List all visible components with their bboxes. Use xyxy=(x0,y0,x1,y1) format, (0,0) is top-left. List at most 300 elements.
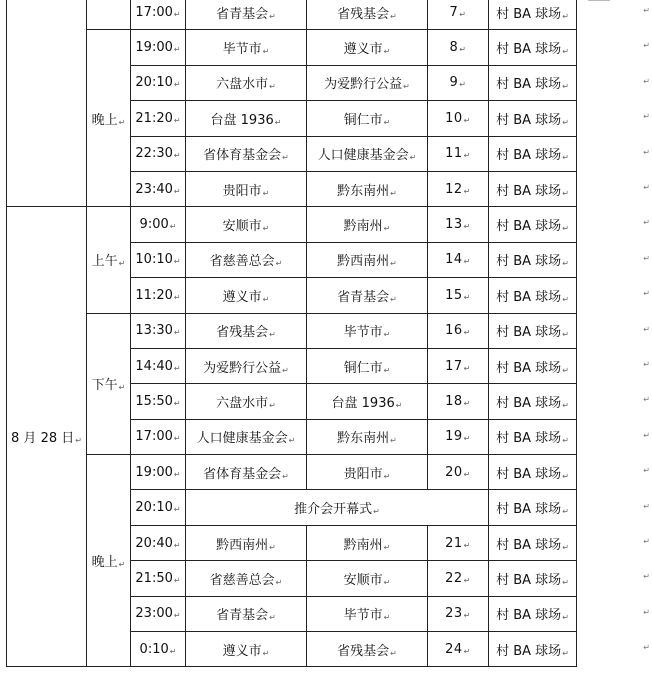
team-b-cell-text: 黔南州 xyxy=(343,537,383,553)
venue-cell xyxy=(489,278,577,313)
paragraph-mark-icon: ↵ xyxy=(463,434,471,444)
team-a-cell xyxy=(186,136,307,171)
row-end-mark-icon: ↵ xyxy=(643,466,650,476)
venue-cell xyxy=(489,0,577,30)
paragraph-mark-icon: ↵ xyxy=(118,383,126,393)
paragraph-mark-icon: ↵ xyxy=(383,224,391,234)
time-cell-text: 21:50 xyxy=(135,570,173,586)
paragraph-mark-icon: ↵ xyxy=(173,575,181,585)
row-end-mark-icon: ↵ xyxy=(643,607,650,617)
paragraph-mark-icon: ↵ xyxy=(463,328,471,338)
team-a-cell-text: 省青基会 xyxy=(216,608,269,624)
team-a-cell-text: 毕节市 xyxy=(222,42,262,58)
paragraph-mark-icon: ↵ xyxy=(395,400,403,410)
event-cell-text: 推介会开幕式 xyxy=(294,502,373,518)
match-number-cell xyxy=(428,348,489,383)
row-end-mark-icon: ↵ xyxy=(643,183,650,192)
paragraph-mark-icon: ↵ xyxy=(562,507,569,517)
match-number-cell-text: 14 xyxy=(445,252,463,268)
paragraph-mark-icon: ↵ xyxy=(403,82,410,92)
team-b-cell xyxy=(307,171,428,206)
table-row xyxy=(7,455,577,490)
team-a-cell-text: 六盘水市 xyxy=(216,395,269,411)
match-number-cell xyxy=(428,30,489,65)
paragraph-mark-icon: ↵ xyxy=(269,11,276,21)
time-cell xyxy=(131,313,186,348)
venue-cell xyxy=(489,207,577,242)
team-a-cell xyxy=(186,278,307,313)
team-a-cell xyxy=(186,242,307,277)
paragraph-mark-icon: ↵ xyxy=(463,257,471,267)
paragraph-mark-icon: ↵ xyxy=(173,540,181,550)
venue-cell xyxy=(489,313,577,348)
team-a-cell-text: 台盘 1936 xyxy=(210,112,274,128)
team-a-cell xyxy=(186,596,307,631)
venue-cell-text: 村 BA 球场 xyxy=(496,254,562,270)
time-cell-text: 17:00 xyxy=(135,429,173,445)
venue-cell-text: 村 BA 球场 xyxy=(496,148,562,164)
paragraph-mark-icon: ↵ xyxy=(262,188,270,198)
team-a-cell xyxy=(186,561,307,596)
row-end-mark-icon: ↵ xyxy=(643,112,650,122)
match-number-cell xyxy=(428,384,489,419)
team-b-cell-text: 黔南州 xyxy=(343,219,383,235)
paragraph-mark-icon: ↵ xyxy=(383,613,391,623)
paragraph-mark-icon: ↵ xyxy=(282,153,289,163)
period-cell-text: 上午 xyxy=(91,254,118,270)
paragraph-mark-icon: ↵ xyxy=(269,542,276,552)
paragraph-mark-icon: ↵ xyxy=(390,648,397,658)
venue-cell xyxy=(489,30,577,65)
match-number-cell xyxy=(428,561,489,596)
paragraph-mark-icon: ↵ xyxy=(173,328,181,338)
paragraph-mark-icon: ↵ xyxy=(269,330,276,340)
row-end-mark-icon: ↵ xyxy=(643,253,650,263)
paragraph-mark-icon: ↵ xyxy=(463,575,471,585)
paragraph-mark-icon: ↵ xyxy=(173,80,181,90)
venue-cell-text: 村 BA 球场 xyxy=(496,289,562,305)
venue-cell-text: 村 BA 球场 xyxy=(496,608,562,624)
time-cell xyxy=(131,101,186,136)
table-row xyxy=(7,207,577,242)
paragraph-mark-icon: ↵ xyxy=(463,398,471,408)
row-end-mark-icon: ↵ xyxy=(643,6,650,15)
row-end-mark-icon: ↵ xyxy=(643,218,650,228)
time-cell-text: 17:00 xyxy=(135,4,173,20)
period-cell xyxy=(87,313,131,455)
venue-cell-text: 村 BA 球场 xyxy=(496,360,562,376)
paragraph-mark-icon: ↵ xyxy=(262,648,270,658)
time-cell-text: 23:00 xyxy=(135,606,173,622)
venue-cell xyxy=(489,419,577,454)
time-cell-text: 11:20 xyxy=(135,287,173,303)
period-cell xyxy=(87,207,131,313)
venue-cell xyxy=(489,136,577,171)
row-end-mark-icon: ↵ xyxy=(643,537,650,546)
team-a-cell xyxy=(186,101,307,136)
venue-cell xyxy=(489,101,577,136)
team-a-cell-text: 遵义市 xyxy=(222,289,262,305)
venue-cell xyxy=(489,525,577,560)
time-cell xyxy=(131,384,186,419)
team-b-cell-text: 黔东南州 xyxy=(337,183,390,199)
team-b-cell-text: 黔东南州 xyxy=(337,431,390,447)
paragraph-mark-icon: ↵ xyxy=(169,222,177,232)
team-b-cell-text: 贵阳市 xyxy=(343,466,383,482)
row-end-mark-icon: ↵ xyxy=(643,147,650,157)
table-row xyxy=(7,313,577,348)
paragraph-mark-icon: ↵ xyxy=(173,469,181,479)
team-b-cell-text: 台盘 1936 xyxy=(331,395,395,411)
paragraph-mark-icon: ↵ xyxy=(269,400,276,410)
team-b-cell xyxy=(307,242,428,277)
team-b-cell-text: 毕节市 xyxy=(343,608,383,624)
venue-cell-text: 村 BA 球场 xyxy=(496,183,562,199)
time-cell-text: 20:40 xyxy=(135,535,173,551)
paragraph-mark-icon: ↵ xyxy=(562,577,569,587)
paragraph-mark-icon: ↵ xyxy=(173,363,181,373)
period-cell xyxy=(87,30,131,207)
team-b-cell-text: 省残基会 xyxy=(337,643,390,659)
match-number-cell xyxy=(428,0,489,30)
team-a-cell xyxy=(186,419,307,454)
team-a-cell-text: 人口健康基金会 xyxy=(196,431,288,447)
time-cell xyxy=(131,490,186,525)
paragraph-mark-icon: ↵ xyxy=(383,365,391,375)
paragraph-mark-icon: ↵ xyxy=(463,222,471,232)
team-a-cell xyxy=(186,171,307,206)
paragraph-mark-icon: ↵ xyxy=(173,611,181,621)
paragraph-mark-icon: ↵ xyxy=(459,9,467,19)
time-cell xyxy=(131,242,186,277)
team-b-cell xyxy=(307,348,428,383)
match-number-cell-text: 7 xyxy=(449,4,459,20)
paragraph-mark-icon: ↵ xyxy=(269,82,276,92)
venue-cell xyxy=(489,348,577,383)
venue-cell xyxy=(489,490,577,525)
team-b-cell xyxy=(307,0,428,30)
paragraph-mark-icon: ↵ xyxy=(562,47,569,57)
paragraph-mark-icon: ↵ xyxy=(262,294,270,304)
team-a-cell-text: 贵阳市 xyxy=(222,183,262,199)
paragraph-mark-icon: ↵ xyxy=(463,646,471,656)
paragraph-mark-icon: ↵ xyxy=(390,11,397,21)
venue-cell-text: 村 BA 球场 xyxy=(496,572,562,588)
team-b-cell-text: 黔西南州 xyxy=(337,254,390,270)
match-number-cell-text: 20 xyxy=(445,464,463,480)
team-b-cell-text: 铜仁市 xyxy=(343,360,383,376)
team-b-cell xyxy=(307,313,428,348)
time-cell xyxy=(131,30,186,65)
match-number-cell xyxy=(428,242,489,277)
paragraph-mark-icon: ↵ xyxy=(274,117,282,127)
paragraph-mark-icon: ↵ xyxy=(562,224,569,234)
time-cell xyxy=(131,0,186,30)
paragraph-mark-icon: ↵ xyxy=(383,330,391,340)
team-b-cell-text: 遵义市 xyxy=(343,42,383,58)
time-cell-text: 0:10 xyxy=(139,641,169,657)
paragraph-mark-icon: ↵ xyxy=(390,294,397,304)
row-end-mark-icon: ↵ xyxy=(643,360,650,369)
paragraph-mark-icon: ↵ xyxy=(562,613,569,623)
time-cell-text: 15:50 xyxy=(135,393,173,409)
venue-cell xyxy=(489,561,577,596)
venue-cell xyxy=(489,242,577,277)
team-a-cell xyxy=(186,30,307,65)
time-cell xyxy=(131,278,186,313)
paragraph-mark-icon: ↵ xyxy=(390,259,397,269)
match-number-cell xyxy=(428,101,489,136)
time-cell xyxy=(131,65,186,100)
paragraph-mark-icon: ↵ xyxy=(173,9,181,19)
paragraph-mark-icon: ↵ xyxy=(173,151,181,161)
venue-cell-text: 村 BA 球场 xyxy=(496,643,562,659)
paragraph-mark-icon: ↵ xyxy=(173,434,181,444)
team-a-cell-text: 安顺市 xyxy=(222,219,262,235)
period-cell-text: 下午 xyxy=(91,378,118,394)
team-a-cell xyxy=(186,65,307,100)
paragraph-mark-icon: ↵ xyxy=(383,542,391,552)
team-a-cell xyxy=(186,384,307,419)
time-cell-text: 10:10 xyxy=(135,252,173,268)
team-b-cell-text: 省青基会 xyxy=(337,289,390,305)
date-cell xyxy=(7,0,87,207)
venue-cell xyxy=(489,384,577,419)
paragraph-mark-icon: ↵ xyxy=(562,294,569,304)
row-end-mark-icon: ↵ xyxy=(643,643,650,653)
paragraph-mark-icon: ↵ xyxy=(262,47,270,57)
paragraph-mark-icon: ↵ xyxy=(463,151,471,161)
paragraph-mark-icon: ↵ xyxy=(173,292,181,302)
paragraph-mark-icon: ↵ xyxy=(562,153,569,163)
paragraph-mark-icon: ↵ xyxy=(173,398,181,408)
time-cell xyxy=(131,136,186,171)
team-b-cell-text: 人口健康基金会 xyxy=(317,148,409,164)
venue-cell-text: 村 BA 球场 xyxy=(496,537,562,553)
paragraph-mark-icon: ↵ xyxy=(118,259,126,269)
row-end-mark-icon: ↵ xyxy=(643,395,650,405)
period-cell xyxy=(87,0,131,30)
team-a-cell-text: 遵义市 xyxy=(222,643,262,659)
match-number-cell-text: 15 xyxy=(445,287,463,303)
paragraph-mark-icon: ↵ xyxy=(390,188,397,198)
match-number-cell-text: 9 xyxy=(449,75,459,91)
team-a-cell xyxy=(186,525,307,560)
time-cell xyxy=(131,632,186,667)
team-b-cell xyxy=(307,561,428,596)
venue-cell xyxy=(489,455,577,490)
paragraph-mark-icon: ↵ xyxy=(269,613,276,623)
time-cell-text: 20:10 xyxy=(135,500,173,516)
venue-cell-text: 村 BA 球场 xyxy=(496,395,562,411)
time-cell xyxy=(131,419,186,454)
match-number-cell-text: 21 xyxy=(445,535,463,551)
paragraph-mark-icon: ↵ xyxy=(118,560,126,570)
paragraph-mark-icon: ↵ xyxy=(463,292,471,302)
paragraph-mark-icon: ↵ xyxy=(562,400,569,410)
paragraph-mark-icon: ↵ xyxy=(562,117,569,127)
team-a-cell-text: 为爱黔行公益 xyxy=(203,360,282,376)
team-b-cell xyxy=(307,596,428,631)
paragraph-mark-icon: ↵ xyxy=(118,117,126,127)
match-number-cell xyxy=(428,65,489,100)
time-cell-text: 22:30 xyxy=(135,146,173,162)
match-number-cell-text: 24 xyxy=(445,641,463,657)
venue-cell-text: 村 BA 球场 xyxy=(496,502,562,518)
paragraph-mark-icon: ↵ xyxy=(463,611,471,621)
paragraph-mark-icon: ↵ xyxy=(262,224,270,234)
venue-cell-text: 村 BA 球场 xyxy=(496,325,562,341)
match-number-cell-text: 12 xyxy=(445,181,463,197)
match-number-cell-text: 8 xyxy=(449,40,459,56)
paragraph-mark-icon: ↵ xyxy=(173,257,181,267)
match-number-cell-text: 23 xyxy=(445,606,463,622)
row-end-mark-icon: ↵ xyxy=(643,289,650,299)
match-number-cell-text: 22 xyxy=(445,570,463,586)
team-b-cell-text: 铜仁市 xyxy=(343,112,383,128)
match-number-cell xyxy=(428,419,489,454)
team-b-cell xyxy=(307,278,428,313)
paragraph-mark-icon: ↵ xyxy=(383,47,391,57)
page-edge-mark xyxy=(588,0,610,1)
paragraph-mark-icon: ↵ xyxy=(383,471,391,481)
time-cell-text: 14:40 xyxy=(135,358,173,374)
match-number-cell-text: 19 xyxy=(445,429,463,445)
venue-cell-text: 村 BA 球场 xyxy=(496,431,562,447)
match-number-cell xyxy=(428,455,489,490)
match-number-cell-text: 11 xyxy=(445,146,463,162)
venue-cell-text: 村 BA 球场 xyxy=(496,219,562,235)
table-row xyxy=(7,0,577,30)
time-cell xyxy=(131,348,186,383)
paragraph-mark-icon: ↵ xyxy=(562,542,569,552)
paragraph-mark-icon: ↵ xyxy=(562,365,569,375)
venue-cell-text: 村 BA 球场 xyxy=(496,6,562,22)
match-number-cell-text: 17 xyxy=(445,358,463,374)
team-a-cell-text: 省慈善总会 xyxy=(209,254,275,270)
paragraph-mark-icon: ↵ xyxy=(173,45,181,55)
time-cell-text: 9:00 xyxy=(139,217,169,233)
time-cell xyxy=(131,525,186,560)
paragraph-mark-icon: ↵ xyxy=(390,436,397,446)
team-b-cell xyxy=(307,136,428,171)
paragraph-mark-icon: ↵ xyxy=(463,469,471,479)
date-cell-text: 8 月 28 日 xyxy=(11,431,75,447)
paragraph-mark-icon: ↵ xyxy=(169,646,177,656)
team-b-cell-text: 毕节市 xyxy=(343,325,383,341)
paragraph-mark-icon: ↵ xyxy=(463,186,471,196)
paragraph-mark-icon: ↵ xyxy=(282,471,289,481)
time-cell-text: 23:40 xyxy=(135,181,173,197)
row-end-mark-icon: ↵ xyxy=(643,41,650,51)
venue-cell-text: 村 BA 球场 xyxy=(496,77,562,93)
paragraph-mark-icon: ↵ xyxy=(562,259,569,269)
match-number-cell xyxy=(428,207,489,242)
venue-cell-text: 村 BA 球场 xyxy=(496,466,562,482)
time-cell xyxy=(131,455,186,490)
paragraph-mark-icon: ↵ xyxy=(75,436,82,446)
team-b-cell xyxy=(307,525,428,560)
paragraph-mark-icon: ↵ xyxy=(373,507,380,517)
team-a-cell xyxy=(186,455,307,490)
period-cell xyxy=(87,455,131,667)
venue-cell xyxy=(489,65,577,100)
paragraph-mark-icon: ↵ xyxy=(562,330,569,340)
team-b-cell xyxy=(307,30,428,65)
paragraph-mark-icon: ↵ xyxy=(463,363,471,373)
match-number-cell-text: 13 xyxy=(445,217,463,233)
date-cell xyxy=(7,207,87,667)
team-a-cell-text: 六盘水市 xyxy=(216,77,269,93)
time-cell xyxy=(131,561,186,596)
venue-cell-text: 村 BA 球场 xyxy=(496,112,562,128)
period-cell-text: 晚上 xyxy=(91,112,118,128)
time-cell xyxy=(131,207,186,242)
paragraph-mark-icon: ↵ xyxy=(463,540,471,550)
venue-cell xyxy=(489,596,577,631)
paragraph-mark-icon: ↵ xyxy=(173,505,181,515)
row-end-mark-icon: ↵ xyxy=(643,430,650,440)
time-cell xyxy=(131,171,186,206)
team-a-cell xyxy=(186,207,307,242)
match-number-cell xyxy=(428,278,489,313)
paragraph-mark-icon: ↵ xyxy=(282,365,289,375)
paragraph-mark-icon: ↵ xyxy=(463,115,471,125)
paragraph-mark-icon: ↵ xyxy=(275,259,283,269)
paragraph-mark-icon: ↵ xyxy=(562,648,569,658)
paragraph-mark-icon: ↵ xyxy=(409,153,417,163)
team-b-cell-text: 安顺市 xyxy=(343,572,383,588)
team-b-cell xyxy=(307,207,428,242)
time-cell-text: 20:10 xyxy=(135,75,173,91)
time-cell-text: 21:20 xyxy=(135,110,173,126)
time-cell-text: 19:00 xyxy=(135,40,173,56)
paragraph-mark-icon: ↵ xyxy=(562,471,569,481)
match-number-cell-text: 10 xyxy=(445,110,463,126)
team-a-cell-text: 省青基会 xyxy=(216,6,269,22)
venue-cell xyxy=(489,632,577,667)
event-cell xyxy=(186,490,489,525)
team-a-cell-text: 省体育基金会 xyxy=(203,148,282,164)
row-end-mark-icon: ↵ xyxy=(643,76,650,86)
team-a-cell-text: 省慈善总会 xyxy=(209,572,275,588)
paragraph-mark-icon: ↵ xyxy=(173,115,181,125)
team-b-cell xyxy=(307,65,428,100)
paragraph-mark-icon: ↵ xyxy=(459,45,467,55)
paragraph-mark-icon: ↵ xyxy=(173,186,181,196)
time-cell xyxy=(131,596,186,631)
paragraph-mark-icon: ↵ xyxy=(383,577,391,587)
match-schedule-table xyxy=(6,0,577,667)
match-number-cell xyxy=(428,313,489,348)
match-number-cell xyxy=(428,171,489,206)
team-a-cell xyxy=(186,0,307,30)
team-b-cell xyxy=(307,384,428,419)
team-b-cell xyxy=(307,455,428,490)
row-end-mark-icon: ↵ xyxy=(643,572,650,582)
paragraph-mark-icon: ↵ xyxy=(562,436,569,446)
team-b-cell xyxy=(307,101,428,136)
team-a-cell xyxy=(186,348,307,383)
table-row xyxy=(7,30,577,65)
team-b-cell xyxy=(307,632,428,667)
team-a-cell xyxy=(186,632,307,667)
paragraph-mark-icon: ↵ xyxy=(275,577,283,587)
team-b-cell xyxy=(307,419,428,454)
match-number-cell xyxy=(428,632,489,667)
team-b-cell-text: 省残基会 xyxy=(337,6,390,22)
paragraph-mark-icon: ↵ xyxy=(383,117,391,127)
